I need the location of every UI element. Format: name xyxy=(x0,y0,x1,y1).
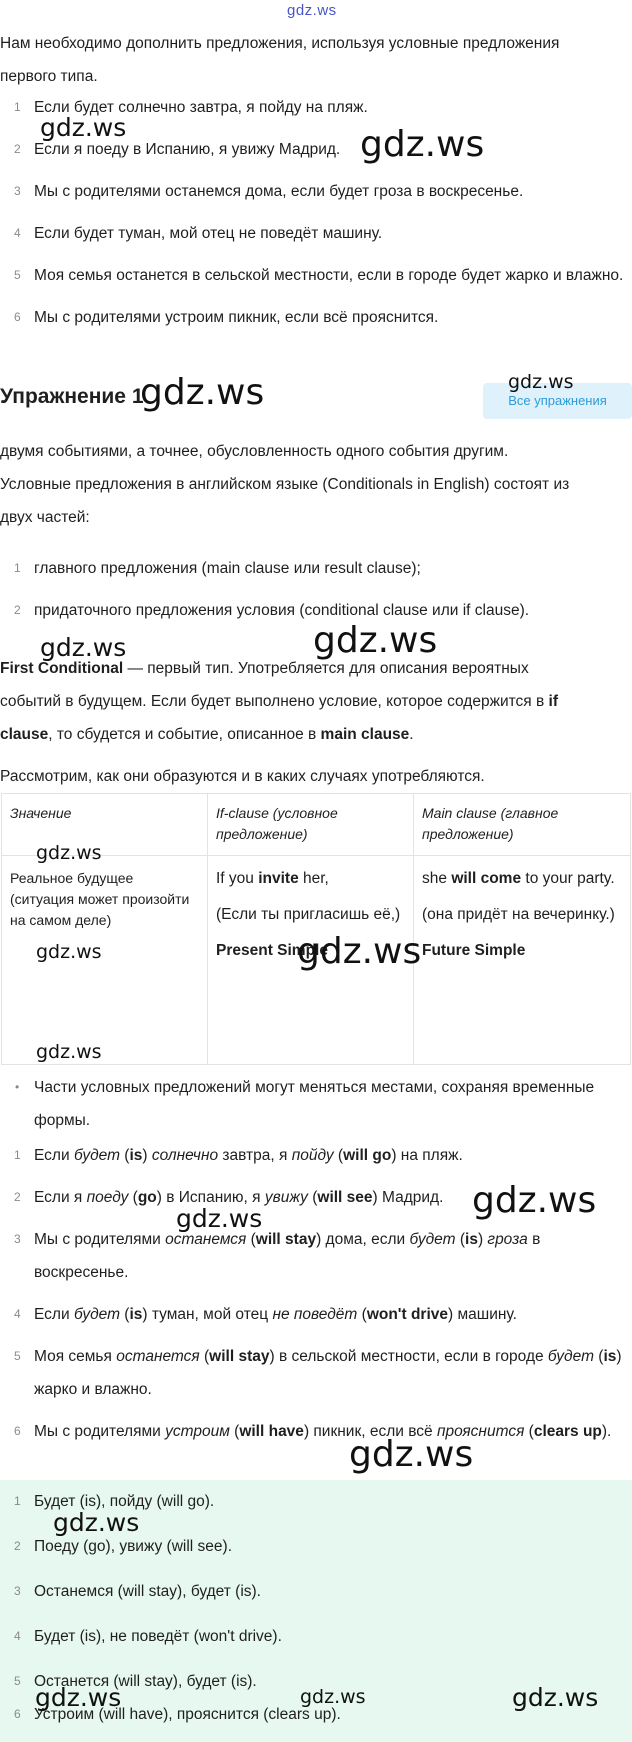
fc-text: — первый тип. Употребляется для описания вероятных xyxy=(123,660,529,677)
item-text xyxy=(34,1306,517,1323)
watermark: gdz.ws xyxy=(40,633,127,662)
text-segment: ) на пляж. xyxy=(391,1147,463,1164)
text-segment: ) в сельской местности, если в городе xyxy=(269,1348,548,1365)
watermark: gdz.ws xyxy=(508,371,574,393)
item-text: придаточного предложения условия (conditional clause или if clause). xyxy=(34,602,530,619)
russian-verb: солнечно xyxy=(151,1147,219,1164)
text-segment: ( xyxy=(593,1348,604,1365)
item-number: 4 xyxy=(14,1629,21,1643)
russian-verb: останется xyxy=(116,1348,200,1365)
english-form: is xyxy=(129,1306,143,1323)
main-tense: Future Simple xyxy=(422,942,526,959)
item-text: Останется (will stay), будет (is). xyxy=(34,1673,257,1690)
watermark: gdz.ws xyxy=(176,1204,263,1233)
fc-line-3 xyxy=(0,718,630,751)
item-number: 6 xyxy=(14,1424,21,1438)
text-segment: Мы с родителями xyxy=(34,1231,166,1248)
text-segment: ( xyxy=(455,1231,466,1248)
item-number: 3 xyxy=(14,184,21,198)
russian-verb: устроим xyxy=(165,1423,230,1440)
fc-text: , то сбудется и событие, описанное в xyxy=(48,726,321,743)
item-number: 1 xyxy=(14,100,21,114)
watermark: gdz.ws xyxy=(300,1686,366,1708)
text-segment: ( xyxy=(229,1423,240,1440)
text-segment: ( xyxy=(307,1189,318,1206)
watermark: gdz.ws xyxy=(297,931,422,972)
text-segment: ( xyxy=(120,1147,130,1164)
site-logo[interactable]: gdz.ws xyxy=(287,2,337,19)
item-text: Устроим (will have), прояснится (clears up). xyxy=(34,1706,341,1723)
text-segment: Моя семья xyxy=(34,1348,117,1365)
item-text: Будет (is), пойду (will go). xyxy=(34,1493,215,1510)
item-number: 4 xyxy=(14,226,21,240)
fc-term: First Conditional xyxy=(0,660,124,677)
list-item xyxy=(0,1415,632,1448)
list-item xyxy=(0,217,632,250)
russian-verb: будет xyxy=(409,1231,456,1248)
list-item xyxy=(0,1620,632,1653)
theory-text xyxy=(0,435,630,534)
item-number: 2 xyxy=(14,603,21,617)
russian-verb: останемся xyxy=(165,1231,247,1248)
fc-text: . xyxy=(409,726,414,743)
watermark: gdz.ws xyxy=(36,1041,102,1063)
item-number: 1 xyxy=(14,561,21,575)
bullet-icon: • xyxy=(15,1080,20,1094)
table-cell-main-clause xyxy=(414,856,631,1065)
list-item xyxy=(0,1298,632,1331)
item-text: Если я поеду в Испанию, я увижу Мадрид. xyxy=(34,141,341,158)
text-segment: ) Мадрид. xyxy=(372,1189,444,1206)
watermark: gdz.ws xyxy=(40,113,127,142)
watermark: gdz.ws xyxy=(35,1683,122,1712)
text-segment: ) туман, мой отец xyxy=(142,1306,273,1323)
note-text: Части условных предложений могут меняться местами, сохраняя временные формы. xyxy=(34,1079,595,1129)
item-text: Если будет туман, мой отец не поведёт машину. xyxy=(34,225,383,242)
watermark: gdz.ws xyxy=(36,941,102,963)
main-example xyxy=(422,862,622,895)
russian-verb: будет xyxy=(73,1306,120,1323)
watermark: gdz.ws xyxy=(512,1683,599,1712)
item-text: Будет (is), не поведёт (won't drive). xyxy=(34,1628,282,1645)
russian-verb: будет xyxy=(73,1147,120,1164)
english-form: will stay xyxy=(209,1348,270,1365)
cell-text: her, xyxy=(298,870,329,887)
watermark: gdz.ws xyxy=(140,372,265,413)
russian-verb: не поведёт xyxy=(272,1306,358,1323)
table-header: If-clause (условное предложение) xyxy=(208,794,414,856)
english-form: is xyxy=(465,1231,478,1248)
text-segment: ( xyxy=(128,1189,138,1206)
english-form: will see xyxy=(317,1189,373,1206)
english-form: will stay xyxy=(255,1231,317,1248)
text-segment: ( xyxy=(357,1306,367,1323)
watermark: gdz.ws xyxy=(349,1434,474,1475)
item-number: 4 xyxy=(14,1307,21,1321)
russian-verb: прояснится xyxy=(436,1423,525,1440)
table-header: Значение xyxy=(2,794,208,856)
watermark: gdz.ws xyxy=(313,620,438,661)
item-text xyxy=(34,1423,611,1440)
fc-term: if xyxy=(548,693,559,710)
item-number: 2 xyxy=(14,142,21,156)
russian-verb: будет xyxy=(547,1348,594,1365)
if-example xyxy=(216,862,405,895)
text-segment: Если xyxy=(34,1306,74,1323)
text-segment: ( xyxy=(120,1306,130,1323)
item-number: 5 xyxy=(14,1674,21,1688)
first-conditional-text xyxy=(0,652,630,751)
section-title: Упражнение 1 xyxy=(0,385,144,408)
text-segment: Если xyxy=(34,1147,74,1164)
cell-text: to your party. xyxy=(521,870,615,887)
intro-text xyxy=(0,27,630,93)
watermark: gdz.ws xyxy=(36,842,102,864)
english-form: go xyxy=(137,1189,157,1206)
list-item xyxy=(0,259,632,292)
text-segment: Мы с родителями xyxy=(34,1423,166,1440)
clause-parts-list xyxy=(0,552,632,627)
item-text: Если будет солнечно завтра, я пойду на пляж. xyxy=(34,99,368,116)
fc-term: main clause xyxy=(320,726,410,743)
item-text xyxy=(34,1147,463,1164)
item-number: 2 xyxy=(14,1190,21,1204)
intro-line-2: первого типа. xyxy=(0,68,98,85)
russian-verb: поеду xyxy=(86,1189,129,1206)
russian-verb: пойду xyxy=(291,1147,334,1164)
table-header: Main clause (главное предложение) xyxy=(414,794,631,856)
if-translation: (Если ты пригласишь её,) xyxy=(216,906,401,923)
text-segment: завтра, я xyxy=(218,1147,292,1164)
fc-term: clause xyxy=(0,726,49,743)
all-exercises-button[interactable]: Все упражнения xyxy=(483,383,632,419)
text-segment: ) жарко и влажно. xyxy=(34,1348,622,1398)
text-segment: ( xyxy=(333,1147,344,1164)
item-number: 6 xyxy=(14,1707,21,1721)
watermark: gdz.ws xyxy=(53,1508,140,1537)
russian-verb: увижу xyxy=(264,1189,308,1206)
russian-verb: гроза xyxy=(487,1231,528,1248)
item-number: 2 xyxy=(14,1539,21,1553)
theory-line: двумя событиями, а точнее, обусловленность одного события другим. xyxy=(0,443,509,460)
consider-text: Рассмотрим, как они образуются и в каких случаях употребляются. xyxy=(0,768,485,785)
item-text: Мы с родителями устроим пикник, если всё прояснится. xyxy=(34,309,439,326)
main-translation: (она придёт на вечеринку.) xyxy=(422,906,615,923)
list-item xyxy=(0,552,632,585)
item-text: главного предложения (main clause или result clause); xyxy=(34,560,421,577)
cell-bold: invite xyxy=(258,870,299,887)
cell-text: If you xyxy=(216,870,259,887)
intro-line-1: Нам необходимо дополнить предложения, используя условные предложения xyxy=(0,35,560,52)
fc-text: событий в будущем. Если будет выполнено условие, которое содержится в xyxy=(0,693,549,710)
watermark: gdz.ws xyxy=(472,1180,597,1221)
english-form: clears up xyxy=(533,1423,602,1440)
theory-line: двух частей: xyxy=(0,509,90,526)
if-tense: Present Simple xyxy=(216,942,328,959)
watermark: gdz.ws xyxy=(360,124,485,165)
item-text xyxy=(34,1348,622,1398)
item-number: 6 xyxy=(14,310,21,324)
english-form: will go xyxy=(343,1147,392,1164)
theory-line: Условные предложения в английском языке (Conditionals in English) состоят из xyxy=(0,476,570,493)
text-segment: ) пикник, если всё xyxy=(303,1423,437,1440)
conditionals-table xyxy=(1,793,631,1065)
item-number: 5 xyxy=(14,268,21,282)
item-text: Моя семья останется в сельской местности, если в городе будет жарко и влажно. xyxy=(34,267,624,284)
cell-text: she xyxy=(422,870,452,887)
text-segment: ( xyxy=(199,1348,210,1365)
item-number: 1 xyxy=(14,1148,21,1162)
list-item xyxy=(0,175,632,208)
list-item xyxy=(0,1223,632,1289)
text-segment: ) xyxy=(477,1231,488,1248)
item-text xyxy=(34,1231,540,1281)
english-form: is xyxy=(129,1147,143,1164)
fc-line-2 xyxy=(0,685,630,718)
table-cell-meaning: Реальное будущее (ситуация может произойти на самом деле) xyxy=(2,856,208,1065)
text-segment: ) дома, если xyxy=(316,1231,410,1248)
item-text: Поеду (go), увижу (will see). xyxy=(34,1538,233,1555)
item-text: Останемся (will stay), будет (is). xyxy=(34,1583,261,1600)
cell-bold: will come xyxy=(451,870,522,887)
english-form: won't drive xyxy=(366,1306,449,1323)
text-segment: ) xyxy=(142,1147,152,1164)
list-item xyxy=(0,1340,632,1406)
english-form: will have xyxy=(239,1423,304,1440)
item-number: 3 xyxy=(14,1232,21,1246)
english-form: is xyxy=(603,1348,617,1365)
list-item xyxy=(0,1575,632,1608)
item-number: 3 xyxy=(14,1584,21,1598)
text-segment: ) машину. xyxy=(448,1306,517,1323)
item-number: 5 xyxy=(14,1349,21,1363)
text-segment: ). xyxy=(601,1423,612,1440)
text-segment: ( xyxy=(524,1423,534,1440)
text-segment: Если я xyxy=(34,1189,87,1206)
text-segment: ) в Испанию, я xyxy=(156,1189,265,1206)
list-item xyxy=(0,1139,632,1172)
text-segment: ( xyxy=(246,1231,256,1248)
item-number: 1 xyxy=(14,1494,21,1508)
list-item xyxy=(0,301,632,334)
text-segment: в воскресенье. xyxy=(34,1231,541,1281)
item-text: Мы с родителями останемся дома, если будет гроза в воскресенье. xyxy=(34,183,524,200)
